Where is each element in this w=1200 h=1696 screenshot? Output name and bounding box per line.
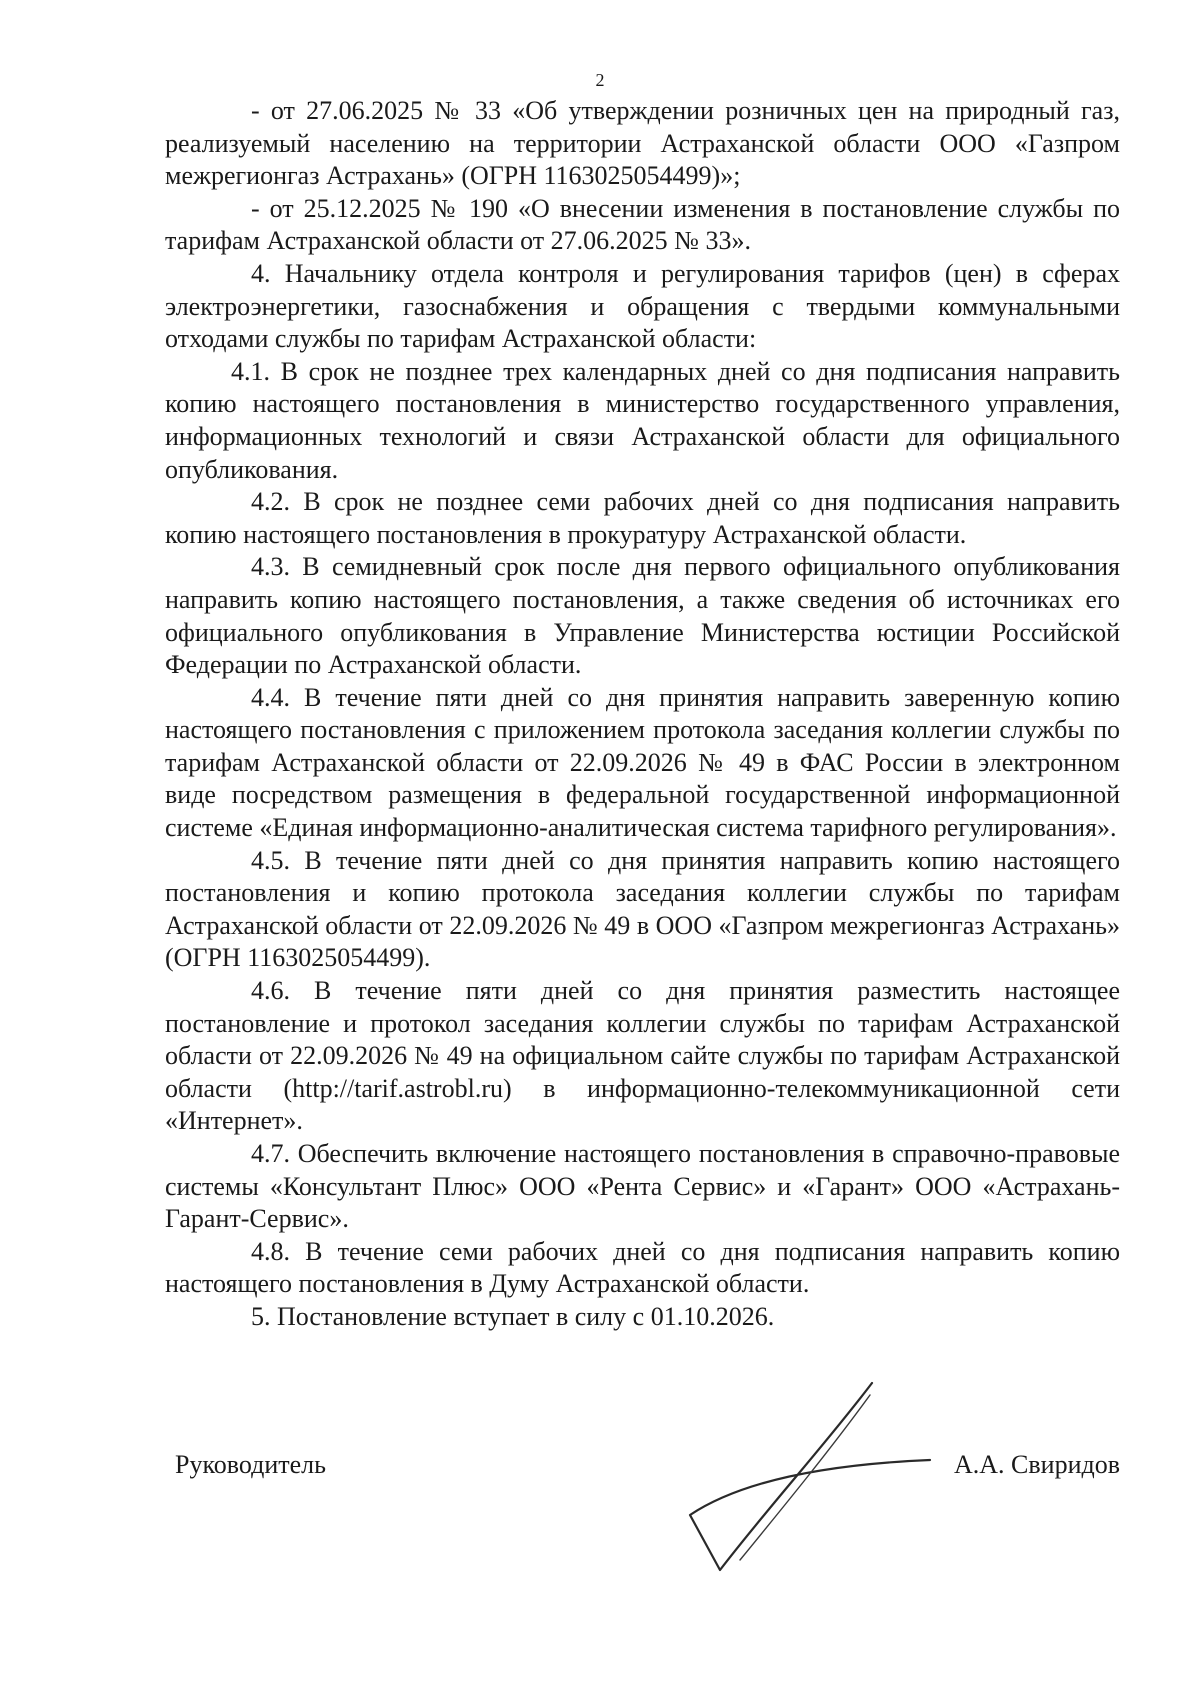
signatory-title: Руководитель bbox=[175, 1450, 326, 1479]
paragraph-item-4: 4. Начальнику отдела контроля и регулирования тарифов (цен) в сферах электроэнергетики, газоснабжения и обращения с твердыми коммунальными отходами службы по тарифам Астраханской области: bbox=[165, 258, 1120, 354]
paragraph-decree-2025-190: - от 25.12.2025 № 190 «О внесении изменения в постановление службы по тарифам Астраханской области от 27.06.2025 № 33». bbox=[165, 193, 1120, 256]
paragraph-decree-2025-33: - от 27.06.2025 № 33 «Об утверждении розничных цен на природный газ, реализуемый населению на территории Астраханской области ООО «Газпром межрегионгаз Астрахань» (ОГРН 1163025054499)»; bbox=[165, 96, 1120, 191]
paragraph-item-4-7: 4.7. Обеспечить включение настоящего постановления в справочно-правовые системы «Консультант Плюс» ООО «Рента Сервис» и «Гарант» ООО «Астрахань-Гарант-Сервис». bbox=[165, 1139, 1120, 1234]
paragraph-item-4-8: 4.8. В течение семи рабочих дней со дня подписания направить копию настоящего постановления в Думу Астраханской области. bbox=[165, 1236, 1120, 1299]
paragraph-item-5: 5. Постановление вступает в силу с 01.10.2026. bbox=[251, 1301, 775, 1331]
paragraph-item-4-4: 4.4. В течение пяти дней со дня принятия направить заверенную копию настоящего постановления с приложением протокола заседания коллегии службы по тарифам Астраханской области от 22.09.2026 № 49 в ФАС России в электронном виде посредством размещения в федеральной государственной информационной системе «Единая информационно-аналитическая система тарифного регулирования». bbox=[165, 682, 1120, 843]
paragraph-item-4-6: 4.6. В течение пяти дней со дня принятия разместить настоящее постановление и протокол заседания коллегии службы по тарифам Астраханской области от 22.09.2026 № 49 на официальном сайте службы по тарифам Астраханской области (http://tarif.astrobl.ru) в информационно-телекоммуникационной сети «Интернет». bbox=[165, 976, 1120, 1136]
paragraph-item-4-3: 4.3. В семидневный срок после дня первого официального опубликования направить копию настоящего постановления, а также сведения об источниках его официального опубликования в Управление Министерства юстиции Российской Федерации по Астраханской области. bbox=[165, 552, 1120, 680]
paragraph-item-4-2: 4.2. В срок не позднее семи рабочих дней со дня подписания направить копию настоящего постановления в прокуратуру Астраханской области. bbox=[165, 487, 1120, 549]
document-body bbox=[165, 95, 1120, 1334]
signature-block bbox=[175, 1450, 1120, 1490]
page-number: 2 bbox=[595, 70, 605, 90]
paragraph-item-4-1: 4.1. В срок не позднее трех календарных дней со дня подписания направить копию настоящего постановления в министерство государственного управления, информационных технологий и связи Астраханской области для официального опубликования. bbox=[165, 356, 1120, 484]
handwritten-signature-icon bbox=[665, 1365, 945, 1595]
paragraph-item-4-5: 4.5. В течение пяти дней со дня принятия направить копию настоящего постановления и копию протокола заседания коллегии службы по тарифам Астраханской области от 22.09.2026 № 49 в ООО «Газпром межрегионгаз Астрахань» (ОГРН 1163025054499). bbox=[165, 845, 1120, 973]
signatory-name: А.А. Свиридов bbox=[953, 1450, 1120, 1479]
